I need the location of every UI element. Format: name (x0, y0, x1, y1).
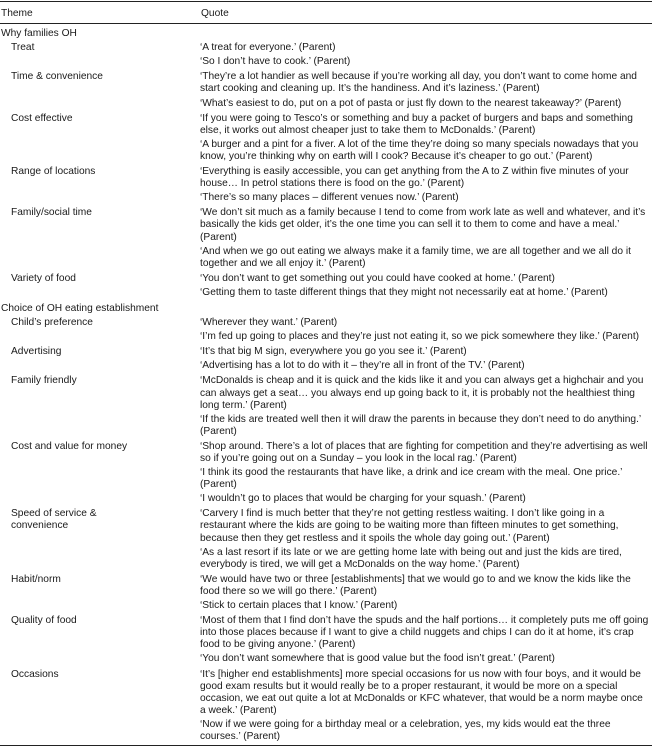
quote-text: ‘Everything is easily accessible, you can get anything from the A to Z within five minutes of your house… In petrol stations there is food on the go.’ (Parent) (200, 166, 629, 190)
quote-cell (200, 71, 650, 109)
theme-label: Cost effective (11, 112, 73, 124)
quote-text: ‘If you were going to Tesco’s or something and buy a packet of burgers and baps and something else, it works out almost cheaper just to take them to McDonalds.’ (Parent) (200, 112, 633, 136)
theme-cell (0, 317, 200, 343)
quote-text: ‘It’s [higher end establishments] more special occasions for us now with four boys, and it would be good exam results but it would really be to a proper restaurant, it would be more on a special occasion, we eat out quite a lot at McDonalds or KFC whatever, that would be a norm maybe once a week.’ (Parent) (200, 668, 643, 716)
quote-text: ‘I wouldn’t go to places that would be charging for your squash.’ (Parent) (200, 493, 526, 505)
table-row (0, 346, 652, 372)
theme-cell (0, 207, 200, 269)
header-theme: Theme (1, 8, 33, 19)
quote-text: ‘You don’t want somewhere that is good value but the food isn’t great.’ (Parent) (200, 653, 555, 665)
quote-text: ‘Shop around. There’s a lot of places that are fighting for competition and they’re advertising as well so if you’re going out on a Sunday – you look in the local rag.’ (Parent) (200, 440, 648, 464)
theme-label: Treat (11, 42, 35, 54)
quote-text: ‘What’s easiest to do, put on a pot of pasta or just fly down to the nearest takeaway?’ (Parent) (200, 97, 622, 109)
table-row (0, 669, 652, 744)
theme-label: Time & convenience (11, 71, 103, 83)
theme-label: Speed of service & convenience (11, 508, 97, 532)
quote-cell (200, 273, 650, 299)
quote-text: ‘You don’t want to get something out you could have cooked at home.’ (Parent) (200, 272, 555, 284)
quote-text: ‘A burger and a pint for a fiver. A lot of the time they’re doing so many specials nowadays that you know, you’re thinking why on earth will I cook? Because it’s cheaper to go out.’ (Parent) (200, 138, 639, 162)
table-row (0, 375, 652, 437)
table-row (0, 166, 652, 204)
section-heading: Why families OH (1, 28, 77, 40)
quote-text: ‘So I don’t have to cook.’ (Parent) (200, 56, 351, 68)
theme-cell (0, 375, 200, 437)
quote-text: ‘There’s so many places – different venues now.’ (Parent) (200, 192, 459, 204)
quote-text: ‘Now if we were going for a birthday meal or a celebration, yes, my kids would eat the three courses.’ (Parent) (200, 718, 611, 742)
theme-cell (0, 113, 200, 163)
quote-cell (200, 166, 650, 204)
table-header (0, 2, 652, 23)
quote-text: ‘A treat for everyone.’ (Parent) (200, 42, 336, 54)
quote-text: ‘I think its good the restaurants that have like, a drink and ice cream with the meal. One price.’ (Parent) (200, 467, 623, 491)
quote-cell (200, 113, 650, 163)
table-row (0, 317, 652, 343)
table-row (0, 207, 652, 269)
theme-cell (0, 508, 200, 570)
quote-text: ‘Stick to certain places that I know.’ (Parent) (200, 600, 398, 612)
theme-cell (0, 166, 200, 204)
quote-text: ‘Getting them to taste different things that they might not necessarily eat at home.’ (Parent) (200, 286, 608, 298)
theme-label: Cost and value for money (11, 440, 128, 452)
theme-label: Quality of food (11, 615, 77, 627)
quote-cell (200, 346, 650, 372)
theme-cell (0, 669, 200, 744)
quote-cell (200, 615, 650, 665)
theme-label: Family/social time (11, 207, 92, 219)
theme-cell (0, 42, 200, 68)
table-row (0, 574, 652, 612)
quote-text: ‘As a last resort if its late or we are getting home late with being out and just the kids are tired, everybody is tired, we will get a McDonalds on the way home.’ (Parent) (200, 546, 622, 570)
quote-cell (200, 207, 650, 269)
quote-text: ‘Wherever they want.’ (Parent) (200, 317, 338, 329)
quote-text: ‘Carvery I find is much better that they’re not getting restless waiting. I don’t like going in a restaurant where the kids are going to be waiting more than fifteen minutes to get something, because then they get restless and it spoils the whole day going out.’ (Parent) (200, 508, 619, 544)
quote-text: ‘We would have two or three [establishments] that we would go to and we know the kids like the food there so we will go there.’ (Parent) (200, 573, 631, 597)
quote-text: ‘And when we go out eating we always make it a family time, we are all together and we all do it together and we all enjoy it.’ (Parent) (200, 245, 631, 269)
theme-cell (0, 441, 200, 505)
quote-text: ‘I’m fed up going to places and they’re just not eating it, so we pick somewhere they like.’ (Parent) (200, 331, 640, 343)
quote-text: ‘We don’t sit much as a family because I tend to come from work late as well and whatever, and it’s basically the kids get older, it’s the one time you can sell it to them to come and have a meal.’ (Parent) (200, 207, 646, 243)
theme-label: Range of locations (11, 166, 96, 178)
table-body (0, 24, 652, 743)
theme-label: Habit/norm (11, 573, 61, 585)
quote-cell (200, 375, 650, 437)
theme-label: Family friendly (11, 375, 77, 387)
quote-cell (200, 669, 650, 744)
quote-cell (200, 508, 650, 570)
table-row (0, 508, 652, 570)
table-row (0, 615, 652, 665)
theme-label: Occasions (11, 668, 59, 680)
theme-cell (0, 273, 200, 299)
quote-cell (200, 441, 650, 505)
theme-cell (0, 574, 200, 612)
theme-cell (0, 71, 200, 109)
table-row (0, 441, 652, 505)
theme-cell (0, 346, 200, 372)
table-row (0, 71, 652, 109)
theme-cell (0, 615, 200, 665)
theme-label: Variety of food (11, 272, 76, 284)
quote-text: ‘If the kids are treated well then it will draw the parents in because they don’t need to do anything.’ (Parent) (200, 413, 641, 437)
table-row (0, 273, 652, 299)
theme-label: Child’s preference (11, 317, 93, 329)
quote-cell (200, 42, 650, 68)
quote-text: ‘They’re a lot handier as well because if you’re working all day, you don’t want to come home and start cooking and cleaning up. It’s the handiness. And it’s laziness.’ (Parent) (200, 71, 637, 95)
quote-cell (200, 574, 650, 612)
quote-text: ‘It’s that big M sign, everywhere you go you see it.’ (Parent) (200, 346, 467, 358)
table-row (0, 42, 652, 68)
quotes-table (0, 1, 652, 746)
quote-text: ‘McDonalds is cheap and it is quick and the kids like it and you can always get a highchair and you can always get a seat… you always end up going back to it, it is probably not the healthiest thing long term.’ (Parent) (200, 375, 644, 411)
header-quote: Quote (201, 8, 229, 19)
section-heading: Choice of OH eating establishment (1, 302, 159, 314)
quote-cell (200, 317, 650, 343)
quote-text: ‘Most of them that I find don’t have the spuds and the half portions… it completely puts me off going into those places because if I want to give a child nuggets and chips I can do it at home, it’s crap food to be giving anyone.’ (Parent) (200, 615, 649, 651)
theme-label: Advertising (11, 346, 62, 358)
table-row (0, 113, 652, 163)
quote-text: ‘Advertising has a lot to do with it – they’re all in front of the TV.’ (Parent) (200, 360, 525, 372)
